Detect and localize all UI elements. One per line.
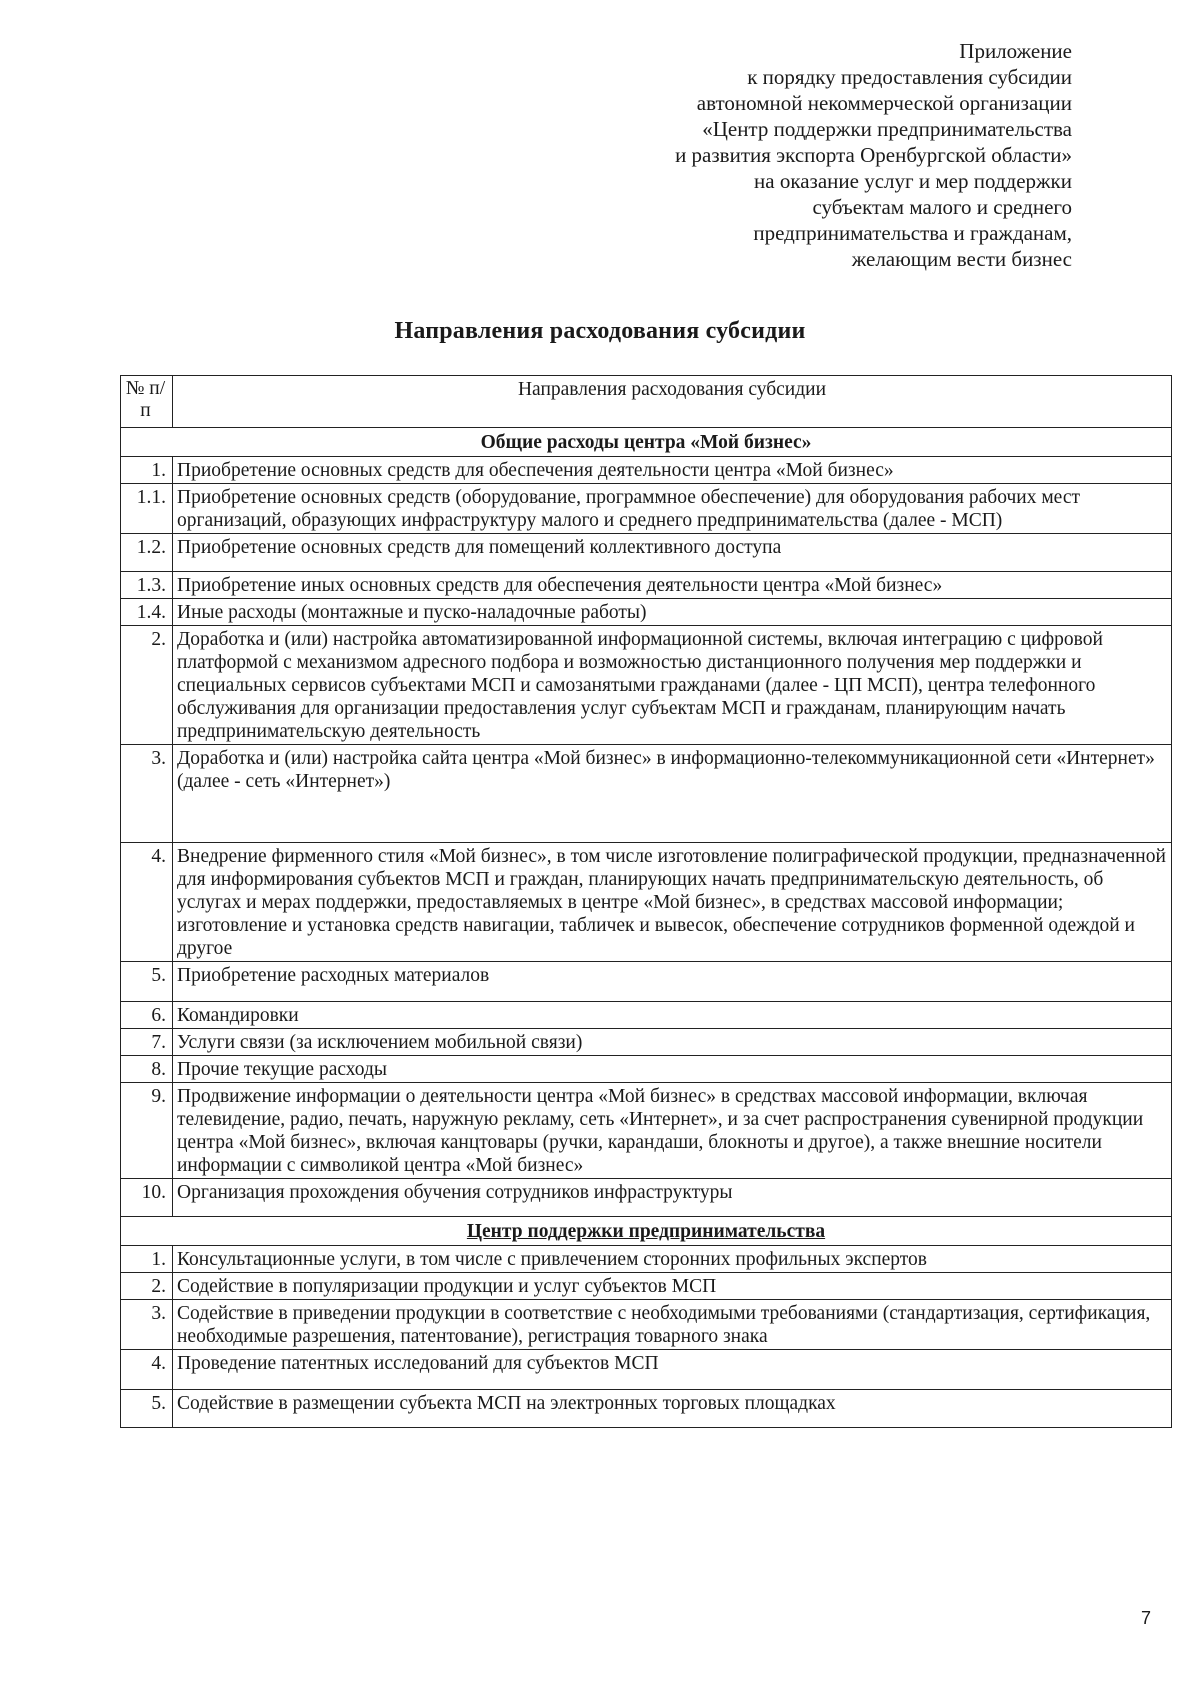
table-row: [121, 457, 1172, 484]
table-header-row: [121, 376, 1172, 428]
row-number: 2.: [121, 1273, 173, 1300]
section-title: Общие расходы центра «Мой бизнес»: [121, 428, 1172, 457]
page-title: Направления расходования субсидии: [394, 318, 806, 344]
row-number: 3.: [121, 1300, 173, 1350]
row-number: 3.: [121, 745, 173, 843]
row-number: 4.: [121, 843, 173, 962]
appendix-line: желающим вести бизнес: [851, 247, 1072, 271]
row-number: 7.: [121, 1029, 173, 1056]
table-row: [121, 962, 1172, 1002]
table-row: [121, 1179, 1172, 1217]
table-row: [121, 1246, 1172, 1273]
table-row: [121, 1056, 1172, 1083]
row-text: Продвижение информации о деятельности центра «Мой бизнес» в средствах массовой информации, включая телевидение, радио, печать, наружную рекламу, сеть «Интернет», и за счет распространения сувенирной продукции центра «Мой бизнес», включая канцтовары (ручки, карандаши, блокноты и другое), а также внешние носители информации с символикой центра «Мой бизнес»: [173, 1083, 1172, 1179]
table-row: [121, 1029, 1172, 1056]
row-number: 5.: [121, 962, 173, 1002]
row-text: Внедрение фирменного стиля «Мой бизнес», в том числе изготовление полиграфической продукции, предназначенной для информирования субъектов МСП и граждан, планирующих начать предпринимательскую деятельность, об услугах и мерах поддержки, предоставляемых в центре «Мой бизнес», в средствах массовой информации; изготовление и установка средств навигации, табличек и вывесок, обеспечение сотрудников форменной одеждой и другое: [173, 843, 1172, 962]
row-text: Приобретение основных средств для обеспечения деятельности центра «Мой бизнес»: [173, 457, 1172, 484]
row-number: 9.: [121, 1083, 173, 1179]
row-text: Иные расходы (монтажные и пуско-наладочные работы): [173, 599, 1172, 626]
row-number: 6.: [121, 1002, 173, 1029]
row-number: 10.: [121, 1179, 173, 1217]
row-number: 2.: [121, 626, 173, 745]
row-number: 1.: [121, 457, 173, 484]
row-number: 1.: [121, 1246, 173, 1273]
row-text: Консультационные услуги, в том числе с привлечением сторонних профильных экспертов: [173, 1246, 1172, 1273]
row-text: Содействие в популяризации продукции и услуг субъектов МСП: [173, 1273, 1172, 1300]
appendix-line: субъектам малого и среднего: [812, 195, 1072, 219]
row-text: Организация прохождения обучения сотрудников инфраструктуры: [173, 1179, 1172, 1217]
table-row: [121, 745, 1172, 843]
section-row-general: [121, 428, 1172, 457]
row-number: 8.: [121, 1056, 173, 1083]
section-title: Центр поддержки предпринимательства: [121, 1217, 1172, 1246]
table-row: [121, 1273, 1172, 1300]
table-row: [121, 1300, 1172, 1350]
appendix-block: [552, 38, 1072, 272]
row-number: 4.: [121, 1350, 173, 1390]
row-text: Прочие текущие расходы: [173, 1056, 1172, 1083]
row-text: Услуги связи (за исключением мобильной связи): [173, 1029, 1172, 1056]
row-number: 1.4.: [121, 599, 173, 626]
table-row: [121, 843, 1172, 962]
row-text: Содействие в размещении субъекта МСП на электронных торговых площадках: [173, 1390, 1172, 1428]
expenses-table: [120, 375, 1172, 1428]
table-row: [121, 1083, 1172, 1179]
table-row: [121, 599, 1172, 626]
row-text: Приобретение расходных материалов: [173, 962, 1172, 1002]
table-row: [121, 572, 1172, 599]
row-number: 1.3.: [121, 572, 173, 599]
header-text-cell: Направления расходования субсидии: [173, 376, 1172, 428]
table-row: [121, 484, 1172, 534]
row-text: Приобретение основных средств для помещений коллективного доступа: [173, 534, 1172, 572]
appendix-line: к порядку предоставления субсидии: [747, 65, 1072, 89]
row-text: Приобретение иных основных средств для обеспечения деятельности центра «Мой бизнес»: [173, 572, 1172, 599]
row-text: Приобретение основных средств (оборудование, программное обеспечение) для оборудования рабочих мест организаций, образующих инфраструктуру малого и среднего предпринимательства (далее - МСП): [173, 484, 1172, 534]
table-row: [121, 1350, 1172, 1390]
row-text: Командировки: [173, 1002, 1172, 1029]
appendix-line: Приложение: [959, 39, 1072, 63]
appendix-line: автономной некоммерческой организации: [696, 91, 1072, 115]
section-row-support-center: [121, 1217, 1172, 1246]
row-number: 5.: [121, 1390, 173, 1428]
table-row: [121, 626, 1172, 745]
header-number-cell: № п/п: [121, 376, 173, 428]
row-text: Содействие в приведении продукции в соответствие с необходимыми требованиями (стандартизация, сертификация, необходимые разрешения, патентование), регистрация товарного знака: [173, 1300, 1172, 1350]
appendix-line: «Центр поддержки предпринимательства: [702, 117, 1072, 141]
table-row: [121, 1390, 1172, 1428]
table-row: [121, 1002, 1172, 1029]
row-number: 1.1.: [121, 484, 173, 534]
row-text: Проведение патентных исследований для субъектов МСП: [173, 1350, 1172, 1390]
page-number: 7: [1140, 1608, 1151, 1628]
appendix-line: и развития экспорта Оренбургской области»: [675, 143, 1072, 167]
row-text: Доработка и (или) настройка автоматизированной информационной системы, включая интеграцию с цифровой платформой с механизмом адресного подбора и возможностью дистанционного получения мер поддержки и специальных сервисов субъектами МСП и самозанятыми гражданами (далее - ЦП МСП), центра телефонного обслуживания для организации предоставления услуг субъектам МСП и гражданам, планирующим начать предпринимательскую деятельность: [173, 626, 1172, 745]
appendix-line: на оказание услуг и мер поддержки: [754, 169, 1072, 193]
row-text: Доработка и (или) настройка сайта центра «Мой бизнес» в информационно-телекоммуникационной сети «Интернет» (далее - сеть «Интернет»): [173, 745, 1172, 843]
appendix-line: предпринимательства и гражданам,: [753, 221, 1072, 245]
row-number: 1.2.: [121, 534, 173, 572]
table-row: [121, 534, 1172, 572]
